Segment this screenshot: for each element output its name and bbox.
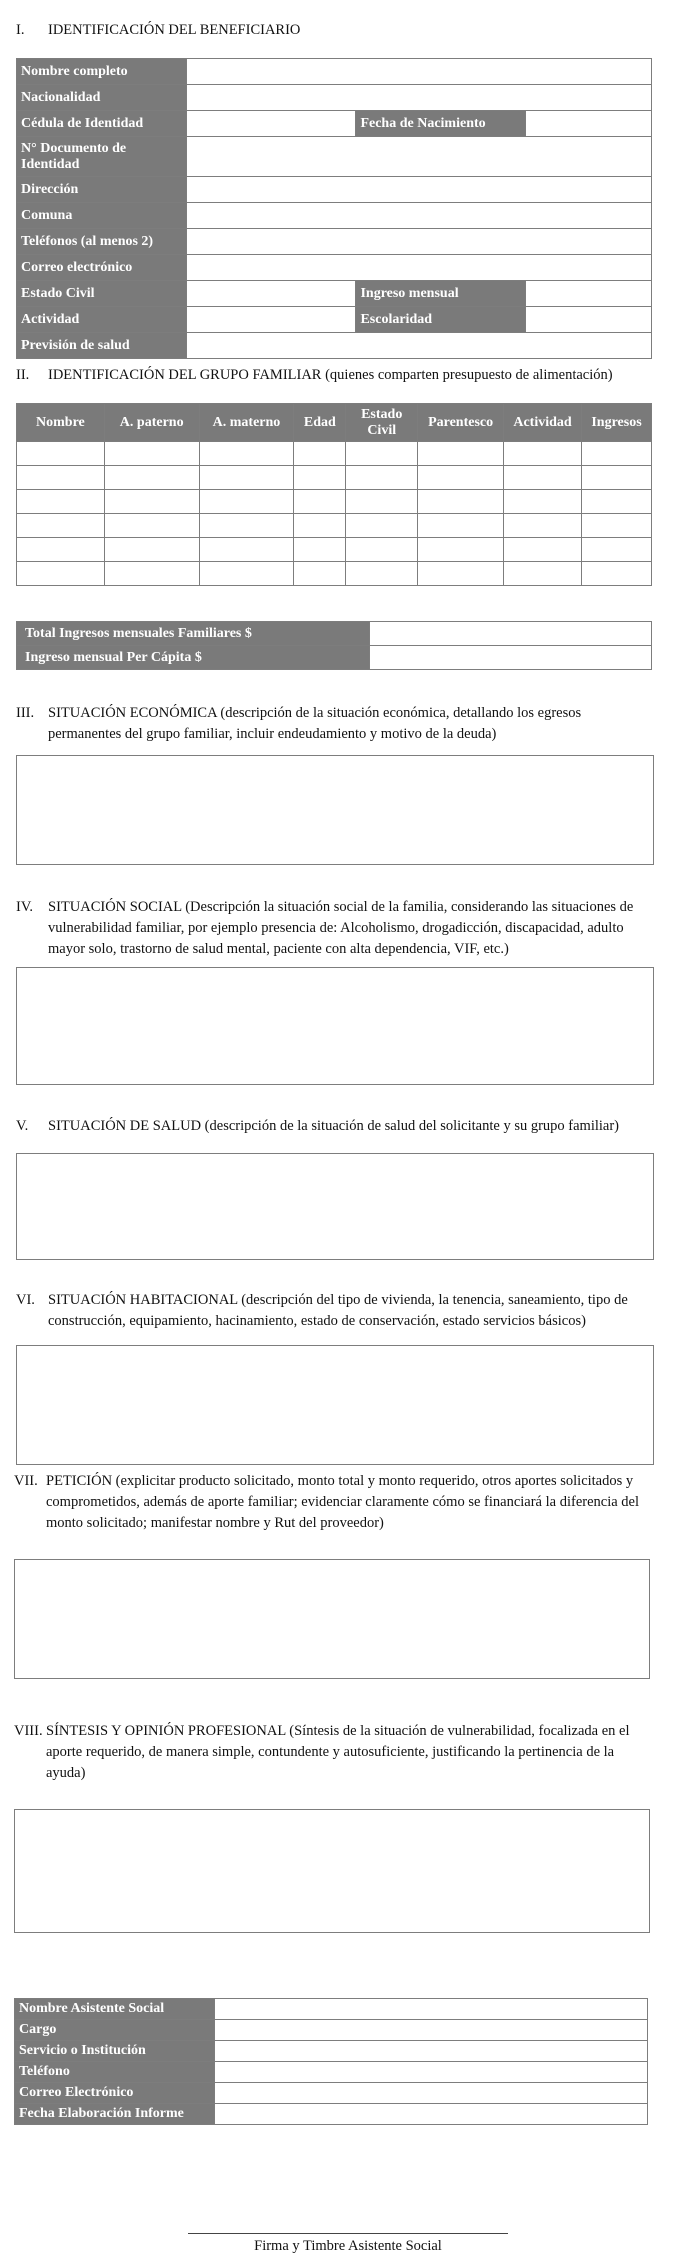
telefono-field[interactable] bbox=[214, 2062, 647, 2083]
table-cell[interactable] bbox=[582, 442, 652, 466]
economic-situation-box[interactable] bbox=[16, 755, 654, 865]
section-title: SITUACIÓN ECONÓMICA (descripción de la situación económica, detallando los egresos permanentes del grupo familiar, incluir endeudamiento y motivo de la deuda) bbox=[48, 705, 582, 742]
comuna-label: Comuna bbox=[17, 203, 187, 229]
table-cell[interactable] bbox=[582, 490, 652, 514]
actividad-field[interactable] bbox=[186, 307, 356, 333]
table-row bbox=[17, 466, 652, 490]
cargo-label: Cargo bbox=[15, 2020, 215, 2041]
table-cell[interactable] bbox=[418, 490, 504, 514]
col-amaterno-header: A. materno bbox=[199, 404, 294, 442]
section-number: VII. bbox=[14, 1473, 38, 1489]
telefono-label: Teléfono bbox=[15, 2062, 215, 2083]
table-row bbox=[17, 490, 652, 514]
per-capita-label: Ingreso mensual Per Cápita $ bbox=[17, 646, 370, 670]
col-edad-header: Edad bbox=[294, 404, 346, 442]
section-number: IV. bbox=[16, 899, 34, 915]
table-cell[interactable] bbox=[104, 490, 199, 514]
table-cell[interactable] bbox=[199, 562, 294, 586]
table-cell[interactable] bbox=[199, 490, 294, 514]
table-cell[interactable] bbox=[504, 514, 582, 538]
social-worker-table bbox=[14, 1998, 648, 2125]
section-number: VIII. bbox=[14, 1723, 43, 1739]
correo-label: Correo electrónico bbox=[17, 255, 187, 281]
section-number: I. bbox=[16, 22, 25, 38]
cedula-field[interactable] bbox=[186, 111, 356, 137]
total-ingresos-label: Total Ingresos mensuales Familiares $ bbox=[17, 622, 370, 646]
table-row bbox=[17, 514, 652, 538]
section-number: II. bbox=[16, 367, 30, 383]
table-cell[interactable] bbox=[104, 442, 199, 466]
table-cell[interactable] bbox=[294, 490, 346, 514]
table-cell[interactable] bbox=[346, 538, 418, 562]
nacionalidad-label: Nacionalidad bbox=[17, 85, 187, 111]
correo-field[interactable] bbox=[186, 255, 651, 281]
table-cell[interactable] bbox=[17, 466, 105, 490]
table-row bbox=[17, 562, 652, 586]
escolaridad-label: Escolaridad bbox=[356, 307, 526, 333]
table-cell[interactable] bbox=[199, 538, 294, 562]
per-capita-field[interactable] bbox=[370, 646, 652, 670]
section-title: SÍNTESIS Y OPINIÓN PROFESIONAL (Síntesis de la situación de vulnerabilidad, focalizada en el aporte requerido, de manera simple, contundente y autosuficiente, justificando la pertinencia de la ayuda) bbox=[46, 1723, 630, 1781]
section-title: SITUACIÓN HABITACIONAL (descripción del tipo de vivienda, la tenencia, saneamiento, tipo de construcción, equipamiento, hacinamiento, estado de conservación, estado servicios básicos) bbox=[48, 1292, 628, 1329]
table-cell[interactable] bbox=[346, 442, 418, 466]
documento-label: N° Documento de Identidad bbox=[17, 137, 187, 177]
beneficiary-table bbox=[16, 58, 652, 359]
cedula-label: Cédula de Identidad bbox=[17, 111, 187, 137]
housing-situation-box[interactable] bbox=[16, 1345, 654, 1465]
table-cell[interactable] bbox=[346, 466, 418, 490]
table-cell[interactable] bbox=[294, 538, 346, 562]
col-apaterno-header: A. paterno bbox=[104, 404, 199, 442]
ingreso-mensual-label: Ingreso mensual bbox=[356, 281, 526, 307]
table-cell[interactable] bbox=[346, 514, 418, 538]
family-table bbox=[16, 403, 652, 586]
table-cell[interactable] bbox=[17, 538, 105, 562]
comuna-field[interactable] bbox=[186, 203, 651, 229]
table-cell[interactable] bbox=[418, 562, 504, 586]
servicio-label: Servicio o Institución bbox=[15, 2041, 215, 2062]
table-cell[interactable] bbox=[17, 514, 105, 538]
nacionalidad-field[interactable] bbox=[186, 85, 651, 111]
col-ingresos-header: Ingresos bbox=[582, 404, 652, 442]
section-title: SITUACIÓN DE SALUD (descripción de la situación de salud del solicitante y su grupo familiar) bbox=[48, 1118, 620, 1134]
table-cell[interactable] bbox=[17, 562, 105, 586]
prevision-label: Previsión de salud bbox=[17, 333, 187, 359]
actividad-label: Actividad bbox=[17, 307, 187, 333]
nombre-label: Nombre completo bbox=[17, 59, 187, 85]
table-cell[interactable] bbox=[504, 562, 582, 586]
direccion-label: Dirección bbox=[17, 177, 187, 203]
table-cell[interactable] bbox=[346, 562, 418, 586]
table-cell[interactable] bbox=[418, 466, 504, 490]
fecha-nacimiento-label: Fecha de Nacimiento bbox=[356, 111, 526, 137]
table-cell[interactable] bbox=[418, 442, 504, 466]
prevision-field[interactable] bbox=[186, 333, 651, 359]
section-title: IDENTIFICACIÓN DEL BENEFICIARIO bbox=[48, 22, 301, 38]
total-ingresos-field[interactable] bbox=[370, 622, 652, 646]
telefonos-label: Teléfonos (al menos 2) bbox=[17, 229, 187, 255]
table-row bbox=[17, 538, 652, 562]
table-cell[interactable] bbox=[504, 442, 582, 466]
table-cell[interactable] bbox=[17, 490, 105, 514]
table-cell[interactable] bbox=[504, 538, 582, 562]
table-cell[interactable] bbox=[582, 538, 652, 562]
section-title: IDENTIFICACIÓN DEL GRUPO FAMILIAR (quienes comparten presupuesto de alimentación) bbox=[48, 367, 613, 383]
table-cell[interactable] bbox=[104, 514, 199, 538]
social-situation-box[interactable] bbox=[16, 967, 654, 1085]
table-cell[interactable] bbox=[294, 562, 346, 586]
cargo-field[interactable] bbox=[214, 2020, 647, 2041]
section-number: III. bbox=[16, 705, 35, 721]
section-number: VI. bbox=[16, 1292, 35, 1308]
servicio-field[interactable] bbox=[214, 2041, 647, 2062]
asistente-nombre-field[interactable] bbox=[214, 1999, 647, 2020]
col-nombre-header: Nombre bbox=[17, 404, 105, 442]
professional-opinion-box[interactable] bbox=[14, 1809, 650, 1933]
table-cell[interactable] bbox=[504, 466, 582, 490]
fecha-elaboracion-field[interactable] bbox=[214, 2104, 647, 2125]
table-cell[interactable] bbox=[199, 442, 294, 466]
estado-civil-label: Estado Civil bbox=[17, 281, 187, 307]
signature-line bbox=[188, 2233, 508, 2234]
col-actividad-header: Actividad bbox=[504, 404, 582, 442]
table-cell[interactable] bbox=[582, 562, 652, 586]
documento-field[interactable] bbox=[186, 137, 651, 177]
table-cell[interactable] bbox=[582, 466, 652, 490]
table-cell[interactable] bbox=[294, 442, 346, 466]
table-cell[interactable] bbox=[104, 466, 199, 490]
table-cell[interactable] bbox=[418, 538, 504, 562]
petition-box[interactable] bbox=[14, 1559, 650, 1679]
col-estado-civil-header: Estado Civil bbox=[346, 404, 418, 442]
totals-table bbox=[16, 621, 652, 670]
col-parentesco-header: Parentesco bbox=[418, 404, 504, 442]
table-row bbox=[17, 442, 652, 466]
fecha-elaboracion-label: Fecha Elaboración Informe bbox=[15, 2104, 215, 2125]
signature-label: Firma y Timbre Asistente Social bbox=[254, 2238, 442, 2254]
asistente-nombre-label: Nombre Asistente Social bbox=[15, 1999, 215, 2020]
table-cell[interactable] bbox=[199, 514, 294, 538]
fecha-nacimiento-field[interactable] bbox=[526, 111, 652, 137]
correo-electronico-field[interactable] bbox=[214, 2083, 647, 2104]
section-title: PETICIÓN (explicitar producto solicitado, monto total y monto requerido, otros aportes solicitados y comprometidos, además de aporte familiar; evidenciar claramente cómo se financiará la diferencia del monto solicitado; manifestar nombre y Rut del proveedor) bbox=[46, 1473, 640, 1531]
table-cell[interactable] bbox=[17, 442, 105, 466]
section-title: SITUACIÓN SOCIAL (Descripción la situación social de la familia, considerando las situaciones de vulnerabilidad familiar, por ejemplo presencia de: Alcoholismo, drogadicción, discapacidad, adulto mayor solo, trastorno de salud mental, paciente con alta dependencia, VIF, etc.) bbox=[48, 899, 634, 957]
table-cell[interactable] bbox=[504, 490, 582, 514]
estado-civil-field[interactable] bbox=[186, 281, 356, 307]
table-cell[interactable] bbox=[294, 466, 346, 490]
direccion-field[interactable] bbox=[186, 177, 651, 203]
table-cell[interactable] bbox=[294, 514, 346, 538]
table-cell[interactable] bbox=[199, 466, 294, 490]
telefonos-field[interactable] bbox=[186, 229, 651, 255]
table-cell[interactable] bbox=[104, 562, 199, 586]
table-cell[interactable] bbox=[346, 490, 418, 514]
correo-electronico-label: Correo Electrónico bbox=[15, 2083, 215, 2104]
nombre-field[interactable] bbox=[186, 59, 651, 85]
health-situation-box[interactable] bbox=[16, 1153, 654, 1260]
ingreso-mensual-field[interactable] bbox=[526, 281, 652, 307]
table-cell[interactable] bbox=[418, 514, 504, 538]
table-cell[interactable] bbox=[582, 514, 652, 538]
table-cell[interactable] bbox=[104, 538, 199, 562]
escolaridad-field[interactable] bbox=[526, 307, 652, 333]
section-number: V. bbox=[16, 1118, 29, 1134]
